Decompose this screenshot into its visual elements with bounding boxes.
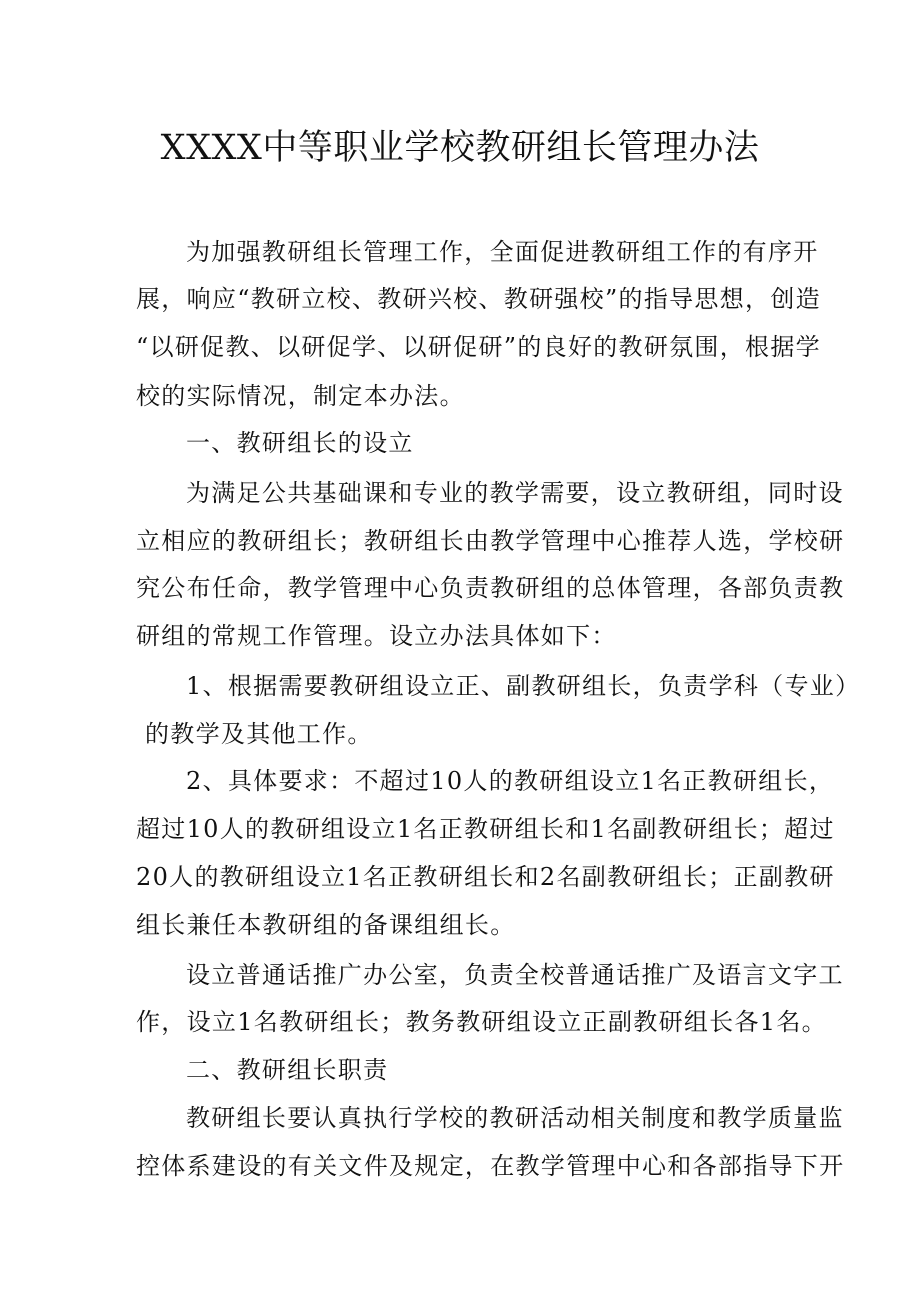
section-heading: 一、教研组长的设立 xyxy=(186,429,414,457)
paragraph-line: 为满足公共基础课和专业的教学需要，设立教研组，同时设 xyxy=(186,479,844,507)
paragraph-line: 校的实际情况，制定本办法。 xyxy=(136,382,465,410)
list-item-line: 1、根据需要教研组设立正、副教研组长，负责学科（专业） xyxy=(186,672,861,700)
paragraph-line: 立相应的教研组长；教研组长由教学管理中心推荐人选，学校研 xyxy=(136,527,845,555)
paragraph-line: 究公布任命，教学管理中心负责教研组的总体管理，各部负责教 xyxy=(136,574,845,602)
list-item-line: 组长兼任本教研组的备课组组长。 xyxy=(136,911,516,939)
paragraph-line: 设立普通话推广办公室，负责全校普通话推广及语言文字工 xyxy=(186,961,844,989)
paragraph-line: 教研组长要认真执行学校的教研活动相关制度和教学质量监 xyxy=(186,1104,844,1132)
list-item-line: 超过10人的教研组设立1名正教研组长和1名副教研组长；超过 xyxy=(136,815,835,843)
paragraph-line: 控体系建设的有关文件及规定，在教学管理中心和各部指导下开 xyxy=(136,1152,845,1180)
paragraph-line: 研组的常规工作管理。设立办法具体如下： xyxy=(136,622,617,650)
paragraph-line: 展，响应“教研立校、教研兴校、教研强校”的指导思想，创造 xyxy=(136,285,821,313)
paragraph-line: 作，设立1名教研组长；教务教研组设立正副教研组长各1名。 xyxy=(136,1008,827,1036)
document-title: XXXX中等职业学校教研组长管理办法 xyxy=(160,128,760,168)
list-item-line: 2、具体要求：不超过10人的教研组设立1名正教研组长， xyxy=(186,767,835,795)
paragraph-line: 为加强教研组长管理工作，全面促进教研组工作的有序开 xyxy=(186,238,819,266)
list-item-line: 的教学及其他工作。 xyxy=(145,720,373,748)
list-item-line: 20人的教研组设立1名正教研组长和2名副教研组长；正副教研 xyxy=(136,863,835,891)
paragraph-line: “以研促教、以研促学、以研促研”的良好的教研氛围，根据学 xyxy=(136,333,821,361)
section-heading: 二、教研组长职责 xyxy=(186,1056,389,1084)
